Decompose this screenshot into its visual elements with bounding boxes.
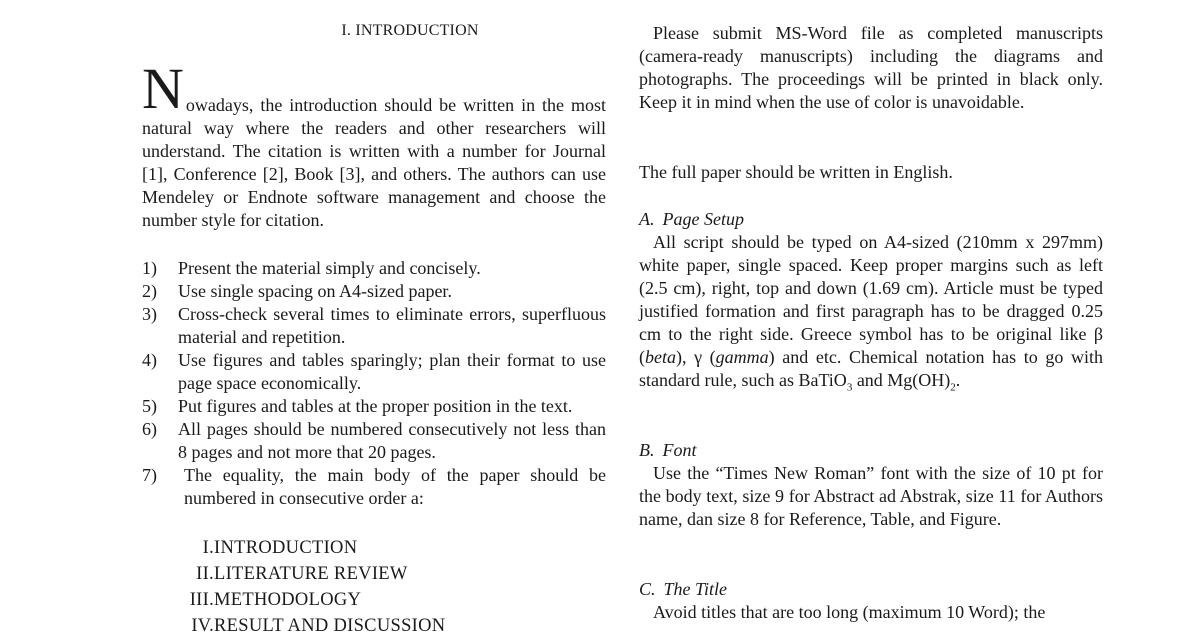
section-order-item xyxy=(178,587,606,613)
list-item-text: The equality, the main body of the paper should be numbered in consecutive order a: xyxy=(184,465,606,508)
section-order-list xyxy=(178,535,606,639)
list-item-number: 5) xyxy=(142,396,157,416)
guideline-list xyxy=(142,257,606,510)
section-title: I. INTRODUCTION xyxy=(341,22,479,39)
list-item xyxy=(142,257,606,280)
list-item-number: 1) xyxy=(142,258,157,278)
title-paragraph: Avoid titles that are too long (maximum 10 Word); the xyxy=(653,602,1046,622)
roman-numeral: I. xyxy=(202,538,214,558)
submission-paragraph: Please submit MS-Word file as completed manuscripts (camera-ready manuscripts) including the diagrams and photographs. The proceedings will be printed in black only. Keep it in mind when the use of color is unavoidable. xyxy=(639,23,1103,112)
font-paragraph: Use the “Times New Roman” font with the size of 10 pt for the body text, size 9 for Abstract ad Abstrak, size 11 for Authors name, dan size 8 for Reference, Table, and Figure. xyxy=(639,463,1103,529)
section-order-item xyxy=(178,613,606,639)
intro-paragraph: owadays, the introduction should be written in the most natural way where the readers and other researchers will understand. The citation is written with a number for Journal [1], Conference [2], Book [3], and others. The authors can use Mendeley or Endnote software management and choose the number style for citation. xyxy=(142,95,606,230)
list-item-text: Put figures and tables at the proper position in the text. xyxy=(178,396,573,416)
section-order-text: INTRODUCTION xyxy=(214,538,358,558)
list-item-number: 4) xyxy=(142,350,157,370)
list-item-number: 6) xyxy=(142,419,157,439)
list-item xyxy=(142,464,606,510)
section-order-item xyxy=(178,561,606,587)
subsection-heading-title: C. The Title xyxy=(639,579,728,599)
list-item xyxy=(142,303,606,349)
drop-cap: N xyxy=(142,56,184,121)
list-item-text: Cross-check several times to eliminate errors, superfluous material and repetition. xyxy=(178,304,606,347)
list-item-number: 7) xyxy=(142,465,157,485)
language-paragraph: The full paper should be written in English. xyxy=(639,162,953,182)
section-order-text: LITERATURE REVIEW xyxy=(214,564,408,584)
list-item-text: All pages should be numbered consecutively not less than 8 pages and not more that 20 pages. xyxy=(178,419,606,462)
list-item xyxy=(142,280,606,303)
list-item-number: 3) xyxy=(142,304,157,324)
page-setup-paragraph: All script should be typed on A4-sized (210mm x 297mm) white paper, single spaced. Keep proper margins such as left (2.5 cm), right, top and down (1.69 cm). Article must be typed justified formation and first paragraph has to be dragged 0.25 cm to the right side. Greece symbol has to be original like β (beta), γ (gamma) and etc. Chemical notation has to go with standard rule, such as BaTiO$_3$ and $Mg(OH)_2$. xyxy=(639,232,1103,394)
list-item-number: 2) xyxy=(142,281,157,301)
subsection-heading-page-setup: A. Page Setup xyxy=(639,209,744,229)
list-item-text: Use figures and tables sparingly; plan their format to use page space economically. xyxy=(178,350,606,393)
list-item xyxy=(142,418,606,464)
list-item-text: Use single spacing on A4-sized paper. xyxy=(178,281,452,301)
subsection-heading-font: B. Font xyxy=(639,440,697,460)
section-order-text: RESULT AND DISCUSSION xyxy=(214,616,446,636)
section-order-text: METHODOLOGY xyxy=(214,590,362,610)
intro-paragraph-block xyxy=(142,56,606,232)
roman-numeral: III. xyxy=(189,590,214,610)
section-order-item xyxy=(178,535,606,561)
list-item xyxy=(142,349,606,395)
list-item xyxy=(142,395,606,418)
list-item-text: Present the material simply and concisely. xyxy=(178,258,481,278)
roman-numeral: IV. xyxy=(191,616,214,636)
roman-numeral: II. xyxy=(196,564,214,584)
